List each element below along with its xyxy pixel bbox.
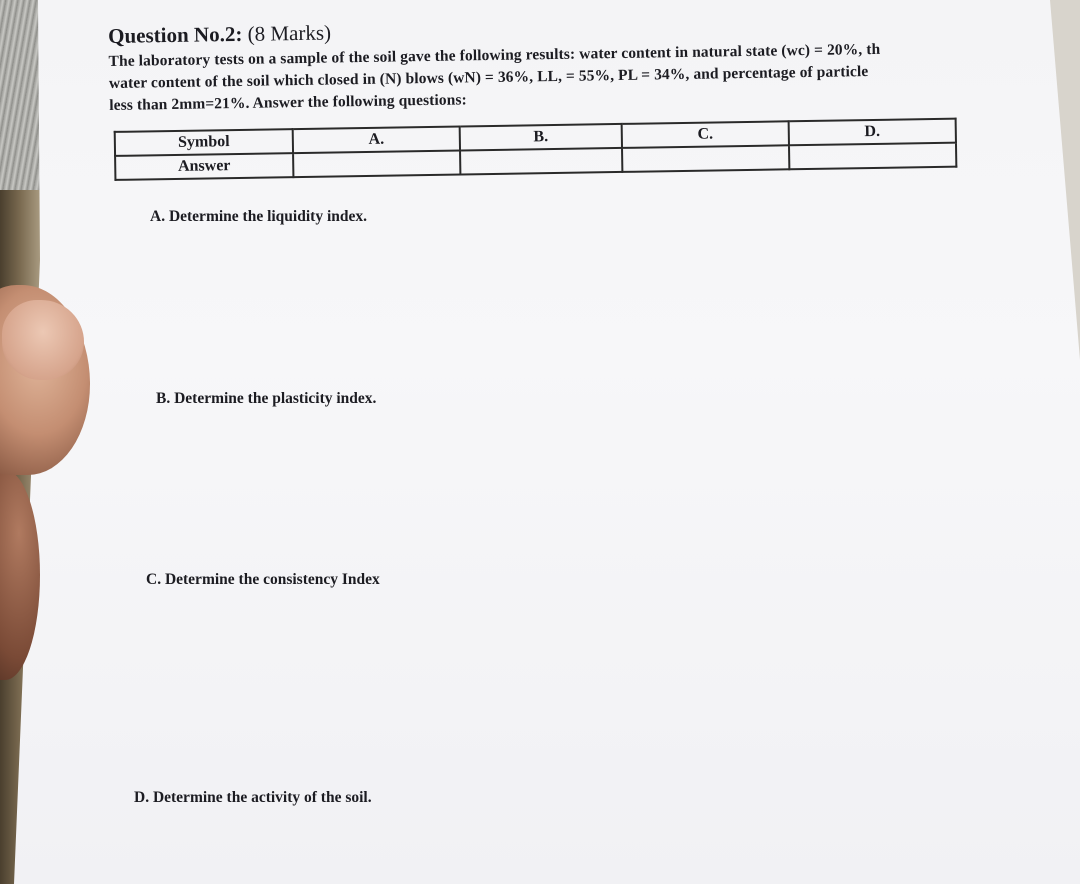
answer-cell-d[interactable] [789,143,956,170]
answer-cell-a[interactable] [293,150,460,177]
question-line-3: less than 2mm=21%. Answer the following questions: [109,91,467,114]
answer-label: Answer [115,153,293,180]
answer-cell-c[interactable] [622,145,789,172]
task-c: C. Determine the consistency Index [146,571,380,588]
fabric-corner [0,0,40,190]
column-d-header: D. [789,119,956,146]
question-heading: Question No.2: [108,21,243,48]
thumbnail-nail [2,300,84,380]
task-a: A. Determine the liquidity index. [150,208,367,225]
column-b-header: B. [460,124,622,151]
question-line-1: The laboratory tests on a sample of the soil gave the following results: water content in natural state (wc) = 20%, th [108,40,881,70]
column-c-header: C. [622,121,789,148]
task-b: B. Determine the plasticity index. [156,390,377,407]
symbol-label: Symbol [115,129,293,156]
question-text [108,37,1009,117]
task-d: D. Determine the activity of the soil. [134,789,372,806]
column-a-header: A. [293,126,460,153]
question-block [108,10,1010,181]
question-line-2: water content of the soil which closed in (N) blows (wN) = 36%, LL, = 55%, PL = 34%, and percentage of particle [108,63,869,92]
answer-cell-b[interactable] [460,148,622,175]
question-marks: (8 Marks) [247,20,332,46]
